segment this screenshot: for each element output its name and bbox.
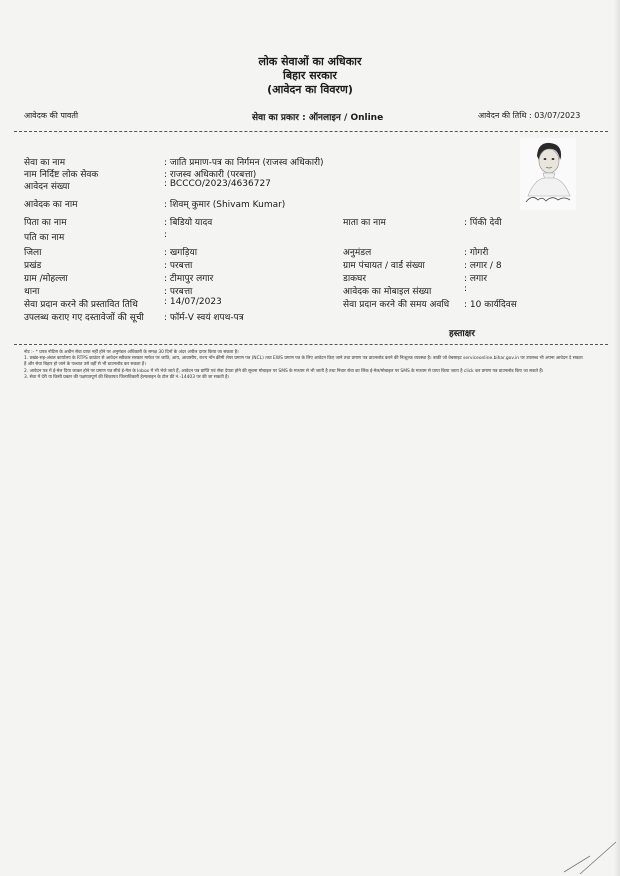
subdivision-label: अनुमंडल [343,248,372,258]
header-line-3: (आवेदन का विवरण) [267,83,353,96]
service-name-value: : जाति प्रमाण-पत्र का निर्गमन (राजस्व अधिकारी) [164,158,324,168]
scan-mark-icon [560,836,620,876]
district-value: : खगड़िया [164,248,198,258]
mobile-label: आवेदक का मोबाइल संख्या [343,287,432,297]
service-period-label: सेवा प्रदान करने की समय अवधि [343,300,450,310]
panchayat-label: ग्राम पंचायत / वार्ड संख्या [343,261,425,271]
service-name-label: सेवा का नाम [24,158,66,168]
service-type: सेवा का प्रकार : ऑनलाइन / Online [252,113,384,123]
subdivision-value: : गोगरी [464,248,489,258]
village-label: ग्राम /मोहल्ला [24,274,68,284]
note-line: 2. आवेदन पत्र में ई-मेल दिया जाकर होने पर प्रमाण पत्र सीधे ई-मेल के Inbox में भी भेजे जाते हैं, आवेदन पत्र प्राप्ति एवं सेवा देयता होने की सूचना मोबाइल पर SMS के माध्यम से भी जाती है तथा निवार सेवा का लिंक ई-मेल/मोबाइल पर SMS के माध्यम से प्राप्त किया जाता है click कर प्रमाण पत्र डाउनलोड किए जा सकते हैं। [24,368,544,374]
officer-label: नाम निर्दिष्ट लोक सेवक [24,170,99,180]
note-line: 1. प्रखंड-सह-अंचल कार्यालय के RTPS काउंटर से आवेदन स्वीकार सरकार मार्फत पर जाति, आय, आवासीय, राज्य नॉन क्रीमी लेयर प्रमाण पत्र (NCL) तथा EWS प्रमाण पत्र के लिए आवेदन किए जाने तथा प्रमाण पत्र डाउनलोड करने की निःशुल्क व्यवस्था है। बाकी जो वेबसाइट serviceonline.bihar.gov.in पर उपलब्ध भी अपना आवेदन दे सकता है और सेवा बिहार हो जाने के पश्चात उसे वहीं से भी डाउनलोड कर सकता है। [24,356,583,368]
thana-label: थाना [24,287,40,297]
applicant-name-value: : शिवम् कुमार (Shivam Kumar) [164,200,286,210]
district-label: जिला [24,248,42,258]
note-line: नोट :- * प्रपत्र नोटिस के अधीन सेवा प्राप्त नहीं होने पर अनुमंडल अधिकारी के समक्ष 30 दिनों के अंदर अपील दायर किया जा सकता है। [24,350,239,355]
documents-label: उपलब्ध कराए गए दस्तावेजों की सूची [24,313,144,323]
proposed-date-label: सेवा प्रदान करने की प्रस्तावित तिथि [24,300,138,310]
post-office-label: डाकघर [343,274,367,284]
service-period-value: : 10 कार्यदिवस [464,300,517,310]
husband-name-label: पति का नाम [24,233,65,243]
applicant-name-label: आवेदक का नाम [24,200,78,210]
application-number-value: : BCCCO/2023/4636727 [164,179,271,189]
header-line-2: बिहार सरकार [283,69,337,82]
village-value: : टीमापुर लगार [164,274,214,284]
thana-value: : परबत्ता [164,287,193,297]
block-label: प्रखंड [24,261,42,271]
proposed-date-value: : 14/07/2023 [164,297,222,307]
father-name-label: पिता का नाम [24,218,67,228]
mobile-value: : [464,284,468,294]
documents-value: : फॉर्म-V स्वयं शपथ-पत्र [164,313,244,323]
signature-label: हस्ताक्षर [449,329,475,339]
panchayat-value: : लगार / 8 [464,261,502,271]
application-number-label: आवेदन संख्या [24,182,70,192]
mother-name-value: : पिंकी देवी [464,218,502,228]
divider-top [14,131,608,132]
divider-bottom [14,344,608,345]
receipt-label: आवेदक की पावती [24,111,79,120]
note-line: 3. सेवा में देरी या किसी प्रकार की पक्षपातपूर्ण की शिकायत जिलाधिकारी हेल्पलाइन के टोल फ्री नं.-14403 पर की जा सकती है। [24,374,230,380]
mother-name-label: माता का नाम [343,218,386,228]
officer-value: : राजस्व अधिकारी (परबत्ता) [164,170,257,180]
post-office-value: : लगार [464,274,488,284]
header-line-1: लोक सेवाओं का अधिकार [258,55,362,68]
scan-edge [614,0,620,876]
application-date: आवेदन की तिथि : 03/07/2023 [478,111,581,120]
notes-block [24,350,584,381]
applicant-photo [520,138,576,210]
husband-name-value: : [164,230,168,240]
block-value: : परबत्ता [164,261,193,271]
father-name-value: : बिडियो यादव [164,218,213,228]
